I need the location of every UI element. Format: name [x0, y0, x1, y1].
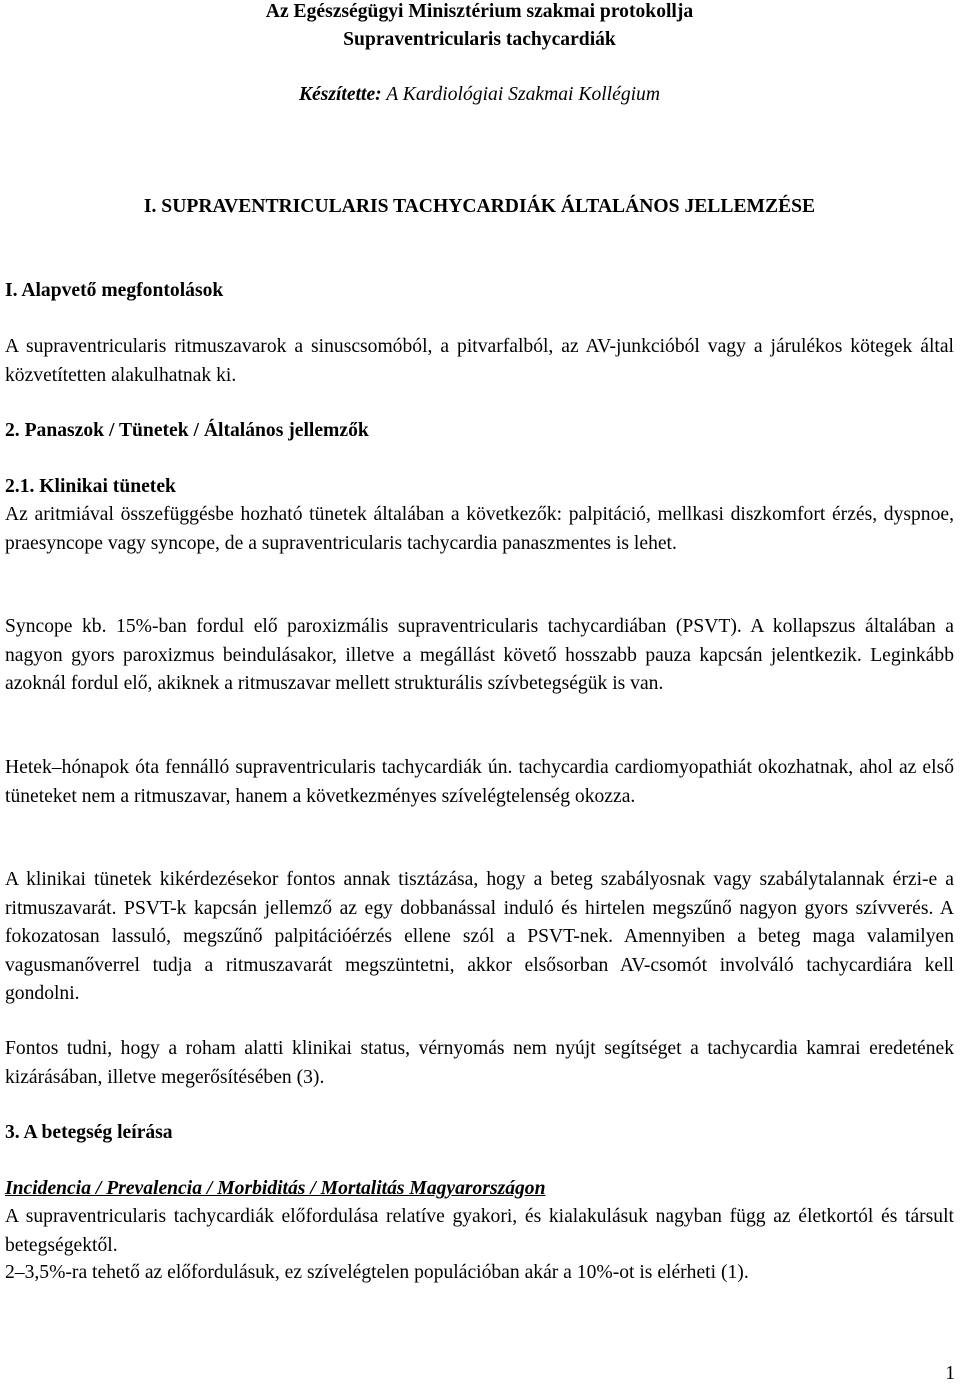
document-subtitle: Supraventricularis tachycardiák [343, 29, 616, 50]
section-2-1-paragraph-2: Syncope kb. 15%-ban fordul elő paroxizmális supraventricularis tachycardiában (PSVT). A kollapszus általában a nagyon gyors paroxizmus beindulásakor, illetve a megállást követő hosszabb pauza kapcsán jelentkezik. Leginkább azoknál fordul elő, akiknek a ritmuszavar mellett strukturális szívbetegségük is van. [5, 616, 954, 694]
document-title: Az Egészségügyi Minisztérium szakmai protokollja [265, 1, 694, 22]
section-3-subheading: Incidencia / Prevalencia / Morbiditás / Mortalitás Magyarországon [5, 1178, 546, 1199]
section-2-1-paragraph-1: Az aritmiával összefüggésbe hozható tünetek általában a következők: palpitáció, mellkasi diszkomfort érzés, dyspnoe, praesyncope vagy syncope, de a supraventricularis tachycardia panaszmentes is lehet. [5, 504, 954, 554]
section-1-paragraph: A supraventricularis ritmuszavarok a sinuscsomóból, a pitvarfalból, az AV-junkcióból vagy a járulékos kötegek által közvetítetten alakulhatnak ki. [5, 336, 954, 386]
section-1-heading: I. Alapvető megfontolások [5, 280, 224, 301]
page-number: 1 [945, 1363, 955, 1384]
section-2-1-paragraph-5: Fontos tudni, hogy a roham alatti klinikai status, vérnyomás nem nyújt segítséget a tachycardia kamrai eredetének kizárásában, illetve megerősítésében (3). [5, 1038, 954, 1088]
author-label: Készítette: [298, 84, 382, 105]
section-2-heading: 2. Panaszok / Tünetek / Általános jellemzők [5, 420, 369, 441]
section-3-paragraph-1: A supraventricularis tachycardiák előfordulása relatíve gyakori, és kialakulásuk nagyban függ az életkortól és társult betegségektől. [5, 1206, 954, 1256]
section-2-1-paragraph-4: A klinikai tünetek kikérdezésekor fontos annak tisztázása, hogy a beteg szabályosnak vagy szabálytalannak érzi-e a ritmuszavarát. PSVT-k kapcsán jellemző az egy dobbanással induló és hirtelen megszűnő nagyon gyors szívverés. A fokozatosan lassuló, megszűnő palpitációérzés ellene szól a PSVT-nek. Amennyiben a beteg maga valamilyen vagusmanőverrel tudja a ritmuszavarát megszüntetni, akkor elsősorban AV-csomót involváló tachycardiára kell gondolni. [5, 869, 954, 1004]
section-2-1-heading: 2.1. Klinikai tünetek [5, 476, 176, 497]
section-i-heading: I. SUPRAVENTRICULARIS TACHYCARDIÁK ÁLTALÁNOS JELLEMZÉSE [143, 196, 816, 217]
author-value: A Kardiológiai Szakmai Kollégium [381, 84, 661, 105]
author-line [5, 81, 954, 110]
section-3-paragraph-2: 2–3,5%-ra tehető az előfordulásuk, ez szívelégtelen populációban akár a 10%-ot is elérheti (1). [5, 1262, 749, 1283]
section-2-1-paragraph-3: Hetek–hónapok óta fennálló supraventricularis tachycardiák ún. tachycardia cardiomyopathiát okozhatnak, ahol az első tüneteket nem a ritmuszavar, hanem a következményes szívelégtelenség okozza. [5, 757, 954, 807]
section-3-heading: 3. A betegség leírása [5, 1122, 173, 1143]
